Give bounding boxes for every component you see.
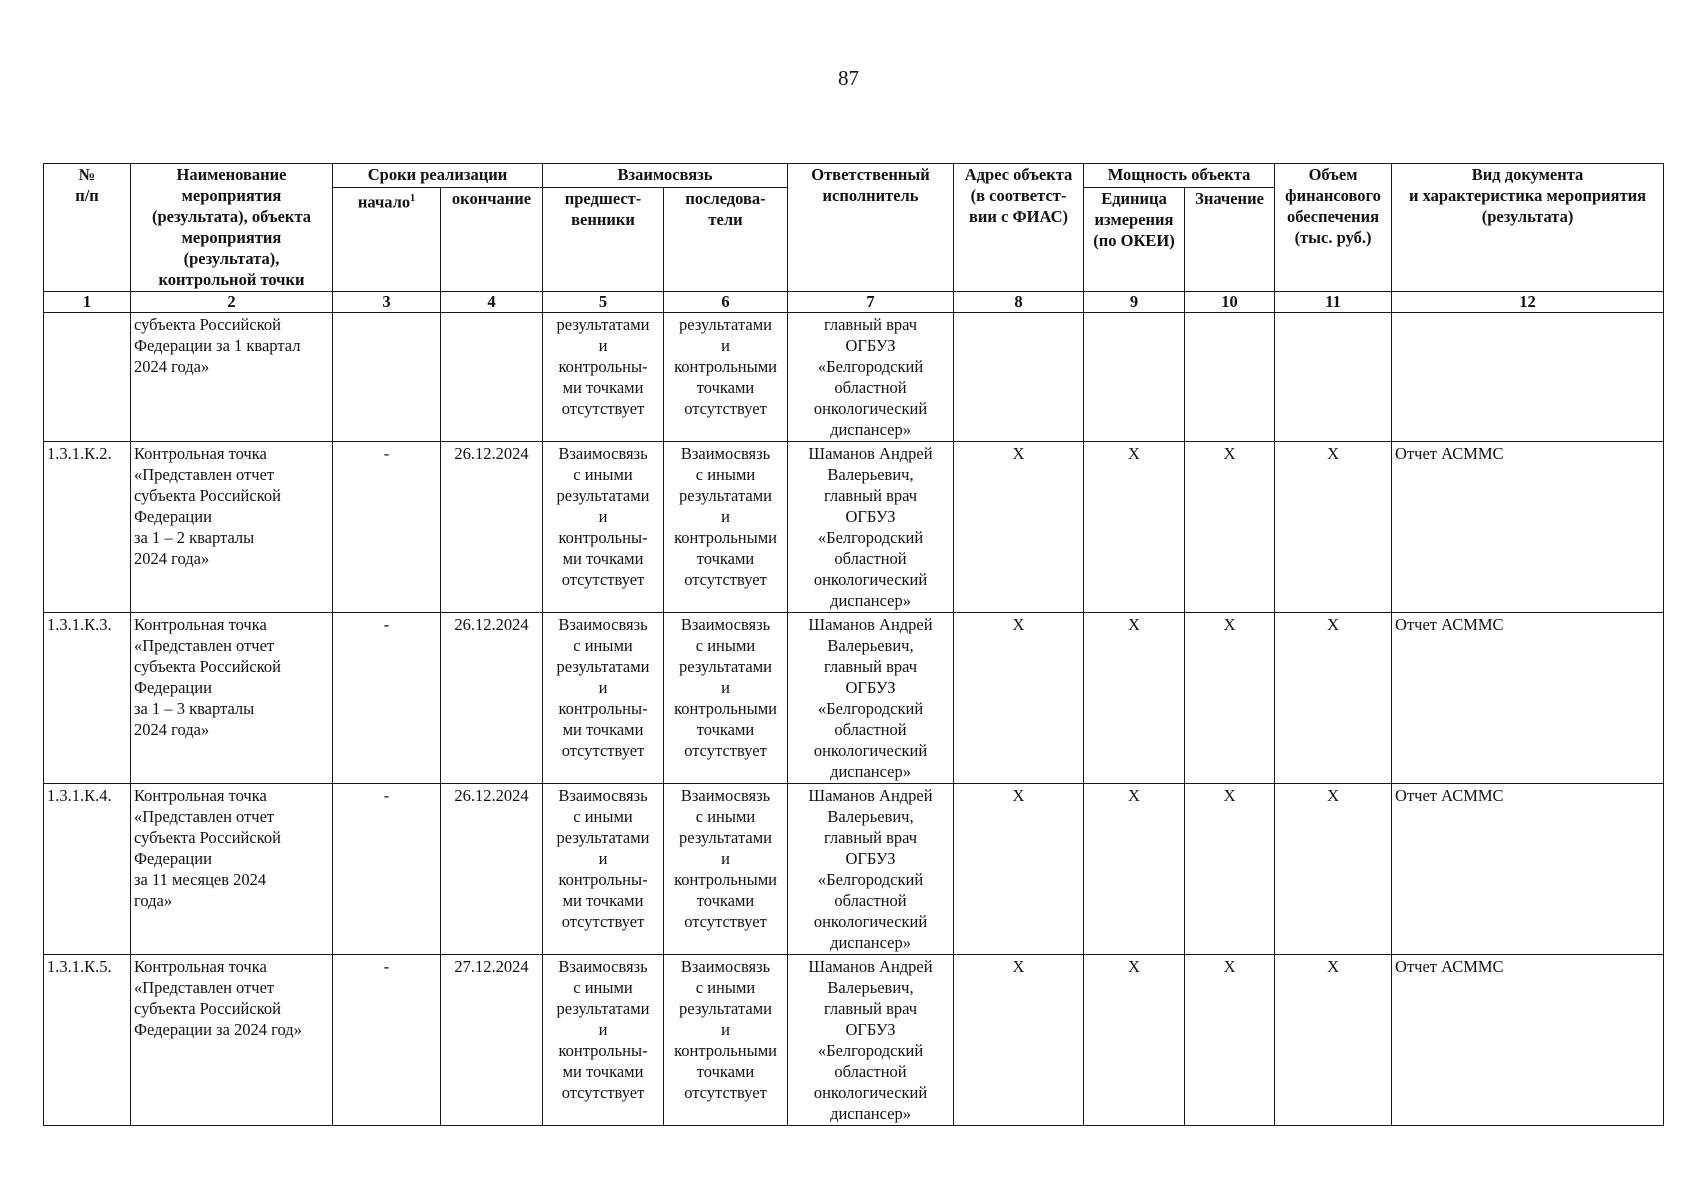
table-body — [44, 313, 1664, 1126]
cell-address: X — [954, 613, 1084, 784]
column-number: 1 — [44, 292, 131, 313]
cell-responsible: главный врач ОГБУЗ «Белгородский областной онкологический диспансер» — [788, 313, 954, 442]
header-no: № п/п — [44, 164, 131, 292]
cell-doc: Отчет АСММС — [1392, 613, 1664, 784]
cell-unit — [1084, 313, 1185, 442]
cell-successors: результатами и контрольными точками отсутствует — [664, 313, 788, 442]
header-relation: Взаимосвязь — [543, 164, 788, 188]
column-number: 12 — [1392, 292, 1664, 313]
column-number: 2 — [131, 292, 333, 313]
cell-name: Контрольная точка «Представлен отчет субъекта Российской Федерации за 2024 год» — [131, 955, 333, 1126]
cell-start: - — [333, 613, 441, 784]
cell-start: - — [333, 442, 441, 613]
cell-end: 27.12.2024 — [441, 955, 543, 1126]
cell-end: 26.12.2024 — [441, 442, 543, 613]
table-header — [44, 164, 1664, 313]
cell-responsible: Шаманов Андрей Валерьевич, главный врач ОГБУЗ «Белгородский областной онкологический диспансер» — [788, 784, 954, 955]
header-predecessors: предшест- венники — [543, 187, 664, 291]
header-address: Адрес объекта (в соответст- вии с ФИАС) — [954, 164, 1084, 292]
cell-doc — [1392, 313, 1664, 442]
header-terms: Сроки реализации — [333, 164, 543, 188]
column-number: 7 — [788, 292, 954, 313]
cell-end: 26.12.2024 — [441, 784, 543, 955]
cell-successors: Взаимосвязь с иными результатами и контрольными точками отсутствует — [664, 784, 788, 955]
cell-value: X — [1185, 955, 1275, 1126]
cell-end: 26.12.2024 — [441, 613, 543, 784]
column-number: 9 — [1084, 292, 1185, 313]
column-number: 8 — [954, 292, 1084, 313]
cell-predecessors: Взаимосвязь с иными результатами и контрольны- ми точками отсутствует — [543, 442, 664, 613]
header-responsible: Ответственный исполнитель — [788, 164, 954, 292]
footnote-marker: 1 — [410, 192, 416, 204]
cell-successors: Взаимосвязь с иными результатами и контрольными точками отсутствует — [664, 442, 788, 613]
column-number: 3 — [333, 292, 441, 313]
cell-value: X — [1185, 442, 1275, 613]
cell-number: 1.3.1.К.5. — [44, 955, 131, 1126]
cell-value: X — [1185, 784, 1275, 955]
cell-finance: X — [1275, 955, 1392, 1126]
cell-predecessors: Взаимосвязь с иными результатами и контрольны- ми точками отсутствует — [543, 613, 664, 784]
cell-number: 1.3.1.К.4. — [44, 784, 131, 955]
cell-start — [333, 313, 441, 442]
header-name: Наименование мероприятия (результата), объекта мероприятия (результата), контрольной точки — [131, 164, 333, 292]
cell-responsible: Шаманов Андрей Валерьевич, главный врач ОГБУЗ «Белгородский областной онкологический диспансер» — [788, 442, 954, 613]
cell-value — [1185, 313, 1275, 442]
cell-address — [954, 313, 1084, 442]
cell-predecessors: результатами и контрольны- ми точками отсутствует — [543, 313, 664, 442]
table-row — [44, 955, 1664, 1126]
header-end: окончание — [441, 187, 543, 291]
cell-successors: Взаимосвязь с иными результатами и контрольными точками отсутствует — [664, 613, 788, 784]
cell-doc: Отчет АСММС — [1392, 442, 1664, 613]
table-row — [44, 442, 1664, 613]
header-unit: Единица измерения (по ОКЕИ) — [1084, 187, 1185, 291]
cell-predecessors: Взаимосвязь с иными результатами и контрольны- ми точками отсутствует — [543, 784, 664, 955]
cell-doc: Отчет АСММС — [1392, 784, 1664, 955]
activities-table — [43, 163, 1664, 1126]
cell-address: X — [954, 955, 1084, 1126]
cell-number — [44, 313, 131, 442]
cell-value: X — [1185, 613, 1275, 784]
cell-unit: X — [1084, 784, 1185, 955]
cell-unit: X — [1084, 955, 1185, 1126]
cell-finance: X — [1275, 613, 1392, 784]
header-start — [333, 187, 441, 291]
header-capacity: Мощность объекта — [1084, 164, 1275, 188]
header-finance: Объем финансового обеспечения (тыс. руб.) — [1275, 164, 1392, 292]
cell-number: 1.3.1.К.3. — [44, 613, 131, 784]
cell-address: X — [954, 442, 1084, 613]
header-successors: последова- тели — [664, 187, 788, 291]
cell-responsible: Шаманов Андрей Валерьевич, главный врач ОГБУЗ «Белгородский областной онкологический диспансер» — [788, 613, 954, 784]
header-value: Значение — [1185, 187, 1275, 291]
cell-finance — [1275, 313, 1392, 442]
table-row-continuation — [44, 313, 1664, 442]
column-number: 5 — [543, 292, 664, 313]
cell-successors: Взаимосвязь с иными результатами и контрольными точками отсутствует — [664, 955, 788, 1126]
table-row — [44, 613, 1664, 784]
column-number: 6 — [664, 292, 788, 313]
cell-name: Контрольная точка «Представлен отчет субъекта Российской Федерации за 1 – 3 кварталы 2024 года» — [131, 613, 333, 784]
cell-responsible: Шаманов Андрей Валерьевич, главный врач ОГБУЗ «Белгородский областной онкологический диспансер» — [788, 955, 954, 1126]
column-numbers-row — [44, 292, 1664, 313]
page-number: 87 — [838, 66, 859, 90]
cell-unit: X — [1084, 442, 1185, 613]
cell-start: - — [333, 955, 441, 1126]
cell-end — [441, 313, 543, 442]
cell-start: - — [333, 784, 441, 955]
cell-finance: X — [1275, 442, 1392, 613]
cell-number: 1.3.1.К.2. — [44, 442, 131, 613]
cell-name: субъекта Российской Федерации за 1 квартал 2024 года» — [131, 313, 333, 442]
cell-unit: X — [1084, 613, 1185, 784]
header-doc: Вид документа и характеристика мероприятия (результата) — [1392, 164, 1664, 292]
cell-finance: X — [1275, 784, 1392, 955]
header-start-label: начало — [357, 192, 411, 212]
column-number: 4 — [441, 292, 543, 313]
cell-doc: Отчет АСММС — [1392, 955, 1664, 1126]
cell-address: X — [954, 784, 1084, 955]
cell-name: Контрольная точка «Представлен отчет субъекта Российской Федерации за 11 месяцев 2024 года» — [131, 784, 333, 955]
column-number: 11 — [1275, 292, 1392, 313]
cell-predecessors: Взаимосвязь с иными результатами и контрольны- ми точками отсутствует — [543, 955, 664, 1126]
table-row — [44, 784, 1664, 955]
cell-name: Контрольная точка «Представлен отчет субъекта Российской Федерации за 1 – 2 кварталы 2024 года» — [131, 442, 333, 613]
column-number: 10 — [1185, 292, 1275, 313]
